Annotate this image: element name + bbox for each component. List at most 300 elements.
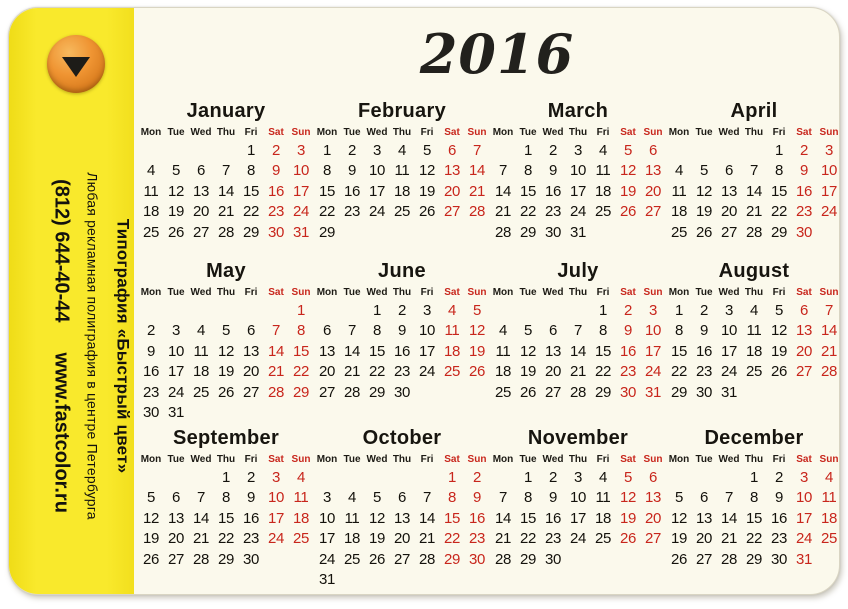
day-cell: 31	[644, 383, 662, 401]
day-cell: 21	[343, 363, 361, 381]
day-cell: 21	[468, 182, 486, 200]
day-cell: 23	[142, 383, 160, 401]
day-cell: 28	[494, 550, 512, 568]
week-row	[139, 181, 314, 202]
week-row	[491, 362, 666, 383]
month-title: November	[527, 427, 629, 449]
day-cell: 19	[619, 509, 637, 527]
day-cell: 31	[720, 383, 738, 401]
day-header: Sun	[643, 287, 663, 298]
day-cell: 26	[770, 363, 788, 381]
month-march	[490, 96, 666, 256]
week-row	[491, 382, 666, 403]
day-cell: 27	[318, 383, 336, 401]
day-cell: 12	[142, 509, 160, 527]
month-title: September	[172, 427, 280, 449]
day-header: Wed	[190, 127, 212, 138]
day-header: Tue	[343, 287, 361, 298]
day-cell: 27	[644, 203, 662, 221]
day-cell	[264, 403, 289, 424]
month-table	[667, 285, 841, 403]
day-cell: 3	[573, 141, 583, 159]
week-row	[139, 161, 314, 182]
months-grid	[138, 96, 840, 590]
month-table	[315, 285, 490, 403]
day-cell: 11	[344, 509, 360, 527]
day-cell	[239, 300, 264, 321]
day-cell: 1	[749, 468, 759, 486]
day-cell: 24	[418, 363, 436, 381]
day-cell: 24	[569, 203, 587, 221]
day-header: Tue	[519, 127, 537, 138]
month-july	[490, 256, 666, 423]
day-header: Wed	[542, 287, 564, 298]
day-cell	[616, 222, 641, 243]
day-cell: 12	[619, 489, 637, 507]
day-cell: 24	[820, 203, 838, 221]
day-header: Sat	[444, 454, 460, 465]
day-cell: 3	[372, 141, 382, 159]
day-cell: 25	[192, 383, 210, 401]
day-cell: 20	[242, 363, 260, 381]
day-cell: 26	[468, 363, 486, 381]
day-header: Fri	[420, 287, 434, 298]
day-header: Fri	[596, 287, 610, 298]
day-cell: 31	[318, 571, 336, 589]
day-cell: 29	[292, 383, 310, 401]
day-header: Fri	[244, 287, 258, 298]
week-row	[315, 362, 490, 383]
day-cell: 28	[569, 383, 587, 401]
week-row	[491, 300, 666, 321]
day-cell: 23	[619, 363, 637, 381]
day-cell: 11	[143, 182, 159, 200]
day-cell: 3	[799, 468, 809, 486]
day-cell: 19	[418, 182, 436, 200]
day-cell: 11	[595, 489, 611, 507]
day-cell: 16	[242, 509, 260, 527]
day-cell: 11	[746, 322, 762, 340]
day-cell: 24	[318, 550, 336, 568]
day-cell: 22	[318, 203, 336, 221]
day-cell: 25	[343, 550, 361, 568]
month-title: January	[186, 100, 266, 122]
day-cell: 8	[774, 162, 784, 180]
day-cell: 25	[745, 363, 763, 381]
day-cell: 20	[544, 363, 562, 381]
day-header: Sun	[291, 127, 311, 138]
day-cell: 11	[671, 182, 687, 200]
day-header: Sun	[291, 454, 311, 465]
day-cell: 5	[146, 489, 156, 507]
day-cell: 11	[495, 342, 511, 360]
month-october	[314, 423, 490, 590]
month-august	[666, 256, 840, 423]
day-cell: 7	[749, 162, 759, 180]
day-cell: 19	[167, 203, 185, 221]
day-cell: 12	[418, 162, 436, 180]
day-cell: 4	[196, 322, 206, 340]
day-cell: 14	[745, 182, 763, 200]
day-cell: 22	[519, 530, 537, 548]
day-cell: 9	[699, 322, 709, 340]
day-cell: 21	[820, 342, 838, 360]
day-header: Tue	[519, 454, 537, 465]
week-row	[315, 549, 490, 570]
day-cell: 10	[820, 162, 838, 180]
sidebar-contacts	[46, 96, 77, 595]
day-cell: 29	[594, 383, 612, 401]
day-cell: 20	[795, 342, 813, 360]
day-cell: 29	[670, 383, 688, 401]
day-cell: 12	[468, 322, 486, 340]
day-cell: 20	[644, 509, 662, 527]
day-header: Wed	[718, 454, 740, 465]
day-cell: 7	[498, 162, 508, 180]
day-cell: 9	[623, 322, 633, 340]
month-title: May	[206, 260, 246, 282]
day-header: Sat	[620, 127, 636, 138]
week-row	[667, 362, 841, 383]
day-cell: 11	[293, 489, 309, 507]
day-cell: 27	[695, 550, 713, 568]
day-cell: 17	[292, 182, 310, 200]
day-cell: 10	[644, 322, 662, 340]
day-cell: 8	[322, 162, 332, 180]
day-cell	[239, 403, 264, 424]
day-cell	[692, 140, 717, 161]
day-cell: 25	[594, 203, 612, 221]
day-cell: 19	[619, 182, 637, 200]
day-cell: 28	[494, 223, 512, 241]
day-header: Thu	[744, 287, 764, 298]
day-header: Sun	[643, 127, 663, 138]
day-cell	[641, 549, 666, 570]
day-header: Sun	[819, 127, 839, 138]
day-header: Tue	[343, 127, 361, 138]
day-cell: 2	[799, 141, 809, 159]
day-cell: 20	[695, 530, 713, 548]
day-cell: 6	[724, 162, 734, 180]
week-row	[667, 529, 841, 550]
day-header: Fri	[420, 454, 434, 465]
day-header: Thu	[568, 287, 588, 298]
day-cell: 10	[418, 322, 436, 340]
day-header: Sun	[467, 454, 487, 465]
day-cell: 8	[296, 322, 306, 340]
day-header: Thu	[216, 454, 236, 465]
day-cell: 7	[724, 489, 734, 507]
day-header: Mon	[668, 454, 690, 465]
day-cell	[315, 300, 340, 321]
day-cell: 31	[167, 404, 185, 422]
day-cell: 17	[167, 363, 185, 381]
day-cell: 22	[242, 203, 260, 221]
day-cell: 1	[523, 141, 533, 159]
day-cell: 6	[322, 322, 332, 340]
day-cell: 13	[644, 162, 662, 180]
day-cell: 19	[142, 530, 160, 548]
day-cell: 19	[770, 342, 788, 360]
day-cell: 9	[271, 162, 281, 180]
day-cell: 22	[443, 530, 461, 548]
day-cell: 25	[393, 203, 411, 221]
day-cell: 4	[598, 141, 608, 159]
day-header: Mon	[316, 454, 338, 465]
day-cell: 4	[397, 141, 407, 159]
day-cell: 6	[699, 489, 709, 507]
week-row	[667, 549, 841, 570]
day-cell: 27	[393, 550, 411, 568]
day-cell: 13	[544, 342, 562, 360]
day-cell: 5	[699, 162, 709, 180]
week-row	[315, 508, 490, 529]
day-cell: 16	[343, 182, 361, 200]
day-header: Tue	[519, 287, 537, 298]
day-cell: 21	[267, 363, 285, 381]
week-row	[491, 222, 666, 243]
day-cell: 11	[444, 322, 460, 340]
day-cell: 22	[368, 363, 386, 381]
day-cell: 4	[146, 162, 156, 180]
day-cell	[340, 222, 365, 243]
week-row	[315, 382, 490, 403]
day-cell: 5	[171, 162, 181, 180]
day-header: Wed	[366, 287, 388, 298]
day-cell: 10	[720, 322, 738, 340]
week-row	[491, 321, 666, 342]
day-cell	[214, 140, 239, 161]
day-cell: 12	[619, 162, 637, 180]
day-cell: 1	[598, 301, 608, 319]
day-header: Mon	[492, 127, 514, 138]
day-cell: 6	[648, 468, 658, 486]
week-row	[491, 508, 666, 529]
day-cell: 17	[820, 182, 838, 200]
day-header: Sat	[620, 287, 636, 298]
corner-button	[47, 35, 105, 93]
day-cell: 6	[447, 141, 457, 159]
day-cell: 5	[623, 141, 633, 159]
day-cell: 13	[242, 342, 260, 360]
day-cell	[591, 549, 616, 570]
day-cell: 14	[494, 509, 512, 527]
month-table	[139, 452, 314, 570]
day-cell: 30	[795, 223, 813, 241]
day-cell: 24	[644, 363, 662, 381]
day-header: Sun	[819, 287, 839, 298]
month-table	[667, 125, 841, 243]
day-cell: 5	[674, 489, 684, 507]
day-cell: 27	[192, 223, 210, 241]
day-cell: 21	[418, 530, 436, 548]
month-title: August	[718, 260, 790, 282]
day-cell: 18	[745, 342, 763, 360]
day-cell: 29	[368, 383, 386, 401]
day-cell: 27	[720, 223, 738, 241]
day-cell: 14	[418, 509, 436, 527]
day-cell: 5	[472, 301, 482, 319]
day-cell: 9	[472, 489, 482, 507]
day-header: Fri	[596, 454, 610, 465]
week-row	[667, 181, 841, 202]
day-cell: 26	[142, 550, 160, 568]
day-cell: 15	[594, 342, 612, 360]
day-cell: 30	[619, 383, 637, 401]
day-cell: 24	[267, 530, 285, 548]
day-header: Mon	[140, 127, 162, 138]
day-cell: 25	[292, 530, 310, 548]
day-cell: 24	[795, 530, 813, 548]
month-table	[491, 285, 666, 403]
month-title: April	[730, 100, 778, 122]
day-cell: 28	[418, 550, 436, 568]
month-september	[138, 423, 314, 590]
day-header: Sat	[796, 287, 812, 298]
month-title: February	[358, 100, 446, 122]
day-cell: 17	[720, 342, 738, 360]
day-cell: 9	[397, 322, 407, 340]
day-header: Sat	[444, 287, 460, 298]
day-cell	[667, 140, 692, 161]
week-row	[139, 488, 314, 509]
day-cell	[591, 222, 616, 243]
month-table	[139, 285, 314, 423]
day-cell: 6	[196, 162, 206, 180]
week-row	[315, 341, 490, 362]
day-cell: 8	[749, 489, 759, 507]
day-cell: 3	[648, 301, 658, 319]
day-cell: 13	[695, 509, 713, 527]
day-cell: 15	[318, 182, 336, 200]
day-header: Sat	[444, 127, 460, 138]
day-cell: 14	[720, 509, 738, 527]
day-cell	[415, 222, 440, 243]
day-cell	[465, 570, 490, 591]
day-header: Thu	[392, 287, 412, 298]
day-header: Mon	[668, 127, 690, 138]
week-row	[491, 467, 666, 488]
day-cell	[440, 570, 465, 591]
day-cell: 23	[544, 203, 562, 221]
day-cell: 6	[246, 322, 256, 340]
week-row	[139, 222, 314, 243]
day-cell	[440, 382, 465, 403]
day-cell: 13	[795, 322, 813, 340]
day-cell: 7	[347, 322, 357, 340]
day-cell: 20	[393, 530, 411, 548]
day-cell: 10	[167, 342, 185, 360]
day-cell: 16	[795, 182, 813, 200]
week-row	[315, 202, 490, 223]
day-cell	[616, 549, 641, 570]
day-cell: 16	[544, 509, 562, 527]
day-cell: 20	[318, 363, 336, 381]
day-cell: 23	[393, 363, 411, 381]
week-row	[139, 529, 314, 550]
month-title: October	[362, 427, 442, 449]
week-row	[667, 161, 841, 182]
day-header: Wed	[190, 287, 212, 298]
day-cell: 8	[221, 489, 231, 507]
day-cell: 14	[267, 342, 285, 360]
day-cell: 5	[523, 322, 533, 340]
day-cell	[189, 403, 214, 424]
day-cell: 9	[774, 489, 784, 507]
day-cell	[214, 403, 239, 424]
day-header: Mon	[140, 287, 162, 298]
day-cell	[139, 300, 164, 321]
day-cell: 5	[774, 301, 784, 319]
day-cell: 3	[296, 141, 306, 159]
day-header: Thu	[568, 454, 588, 465]
day-cell: 28	[720, 550, 738, 568]
day-header: Fri	[772, 454, 786, 465]
week-row	[139, 362, 314, 383]
day-cell: 17	[418, 342, 436, 360]
day-cell: 30	[267, 223, 285, 241]
day-cell	[717, 140, 742, 161]
day-cell: 1	[447, 468, 457, 486]
day-cell: 30	[544, 550, 562, 568]
day-cell: 6	[648, 141, 658, 159]
day-header: Sun	[643, 454, 663, 465]
day-cell: 16	[468, 509, 486, 527]
day-cell	[742, 140, 767, 161]
day-header: Fri	[772, 287, 786, 298]
week-row	[139, 321, 314, 342]
day-cell: 2	[347, 141, 357, 159]
day-cell: 29	[770, 223, 788, 241]
day-cell: 26	[368, 550, 386, 568]
day-cell: 26	[519, 383, 537, 401]
week-row	[667, 321, 841, 342]
day-header: Sat	[796, 454, 812, 465]
day-cell	[164, 467, 189, 488]
day-header: Sat	[268, 287, 284, 298]
day-header: Wed	[190, 454, 212, 465]
day-header: Tue	[167, 127, 185, 138]
day-cell: 3	[573, 468, 583, 486]
day-cell: 4	[674, 162, 684, 180]
day-header: Sat	[620, 454, 636, 465]
day-header: Tue	[167, 287, 185, 298]
day-cell: 29	[519, 550, 537, 568]
day-cell: 18	[192, 363, 210, 381]
week-row	[315, 161, 490, 182]
day-cell: 15	[670, 342, 688, 360]
calendar-card	[8, 7, 840, 595]
week-row	[667, 467, 841, 488]
month-title: July	[557, 260, 599, 282]
day-cell: 17	[267, 509, 285, 527]
day-cell: 6	[171, 489, 181, 507]
day-cell	[214, 300, 239, 321]
day-cell: 8	[246, 162, 256, 180]
day-cell: 29	[745, 550, 763, 568]
day-cell: 20	[443, 182, 461, 200]
day-cell: 7	[824, 301, 834, 319]
day-cell: 2	[699, 301, 709, 319]
day-cell	[641, 222, 666, 243]
day-cell: 1	[296, 301, 306, 319]
day-cell: 18	[393, 182, 411, 200]
day-cell: 23	[795, 203, 813, 221]
day-cell: 15	[242, 182, 260, 200]
day-cell: 21	[217, 203, 235, 221]
day-cell: 19	[519, 363, 537, 381]
day-cell: 10	[569, 162, 587, 180]
